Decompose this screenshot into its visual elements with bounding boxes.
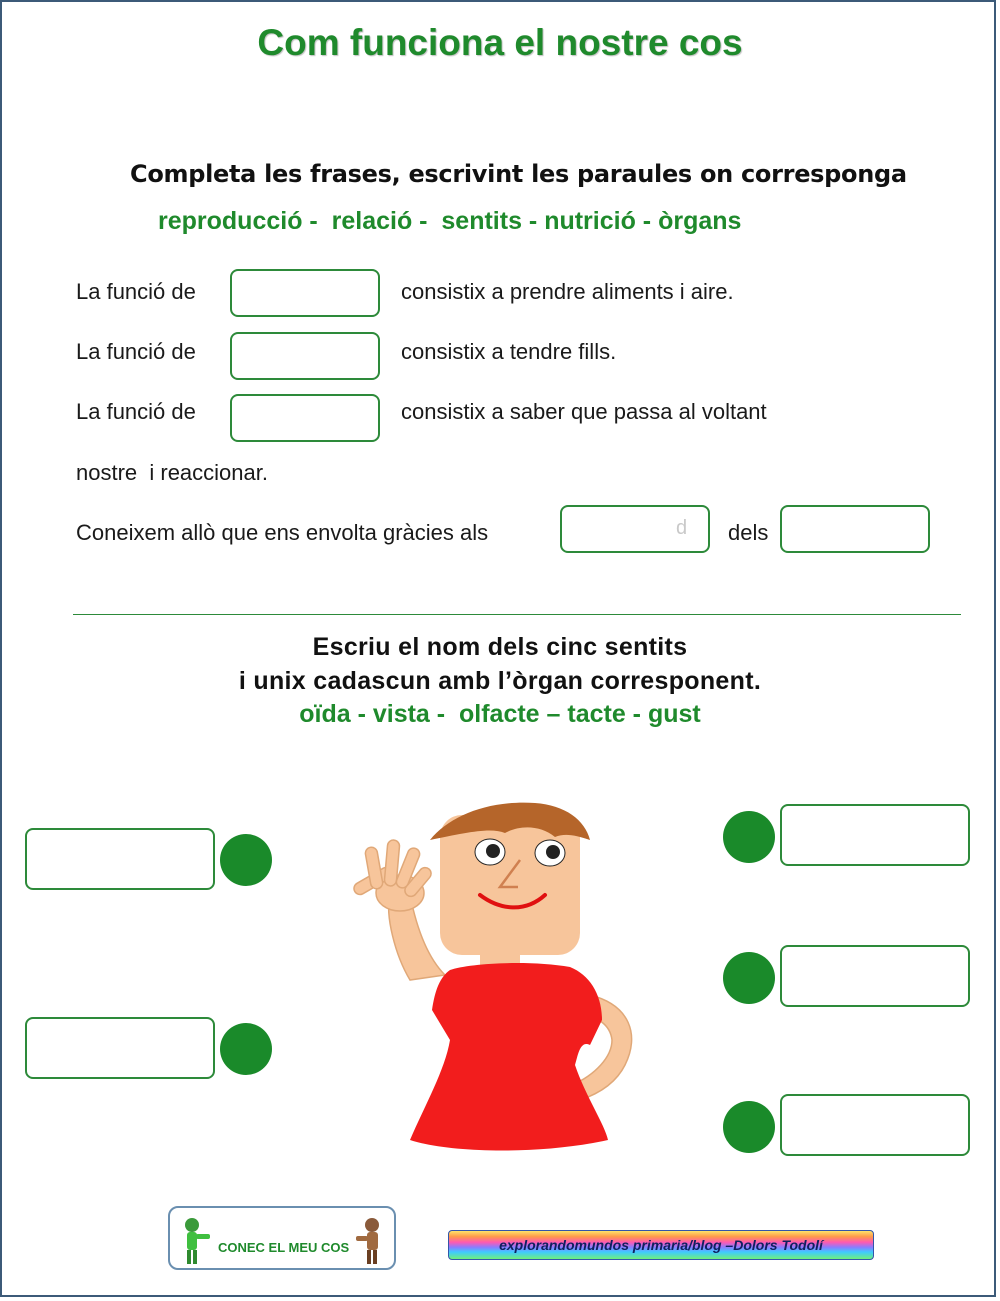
exercise2-instruction-line1: Escriu el nom dels cinc sentits [312,633,688,661]
line2-before: La funció de [76,339,196,364]
exercise1-instruction: Completa les frases, escrivint les paraules on corresponga [130,160,907,188]
connector-dot-right-top[interactable] [723,811,775,863]
connector-dot-left-bottom[interactable] [220,1023,272,1075]
sense-box-right-top[interactable] [780,804,970,866]
connector-dot-right-middle[interactable] [723,952,775,1004]
waving-hand [352,840,434,911]
line3-after: consistix a saber que passa al voltant [401,399,767,424]
child-illustration [340,795,660,1155]
footer-badge-left [168,1206,396,1270]
sense-box-left-top[interactable] [25,828,215,890]
sense-box-right-bottom[interactable] [780,1094,970,1156]
line4-middle: dels [728,520,769,545]
exercise1-word-bank: reproducció - relació - sentits - nutrició - òrgans [158,207,742,235]
head [440,815,580,955]
page-title: Com funciona el nostre cos [257,22,743,63]
footer-badge-right [448,1230,874,1260]
brown-child-icon [352,1216,388,1266]
section-divider [73,614,961,615]
line2-after: consistix a tendre fills. [401,339,617,364]
blank-line4-a[interactable] [560,505,710,553]
line1-before: La funció de [76,279,196,304]
line3-before: La funció de [76,399,196,424]
exercise2-instruction-line2: i unix cadascun amb l’òrgan corresponent. [238,667,762,695]
line1-after: consistix a prendre aliments i aire. [401,279,734,304]
line4-before: Coneixem allò que ens envolta gràcies als [76,520,489,545]
exercise2-word-bank: oïda - vista - olfacte – tacte - gust [299,700,701,728]
badge-right-label: explorandomundos primaria/blog –Dolors Todolí [499,1237,823,1253]
green-child-icon [178,1216,214,1266]
red-shirt [410,963,608,1150]
sense-box-right-middle[interactable] [780,945,970,1007]
connector-dot-left-top[interactable] [220,834,272,886]
connector-dot-right-bottom[interactable] [723,1101,775,1153]
blank-line2[interactable] [230,332,380,380]
blank-line3[interactable] [230,394,380,442]
blank-line4-b[interactable] [780,505,930,553]
sense-box-left-bottom[interactable] [25,1017,215,1079]
line3-continuation: nostre i reaccionar. [76,460,268,485]
blank-line1[interactable] [230,269,380,317]
stray-mark: d [676,517,688,539]
badge-left-label: CONEC EL MEU COS [218,1240,350,1255]
